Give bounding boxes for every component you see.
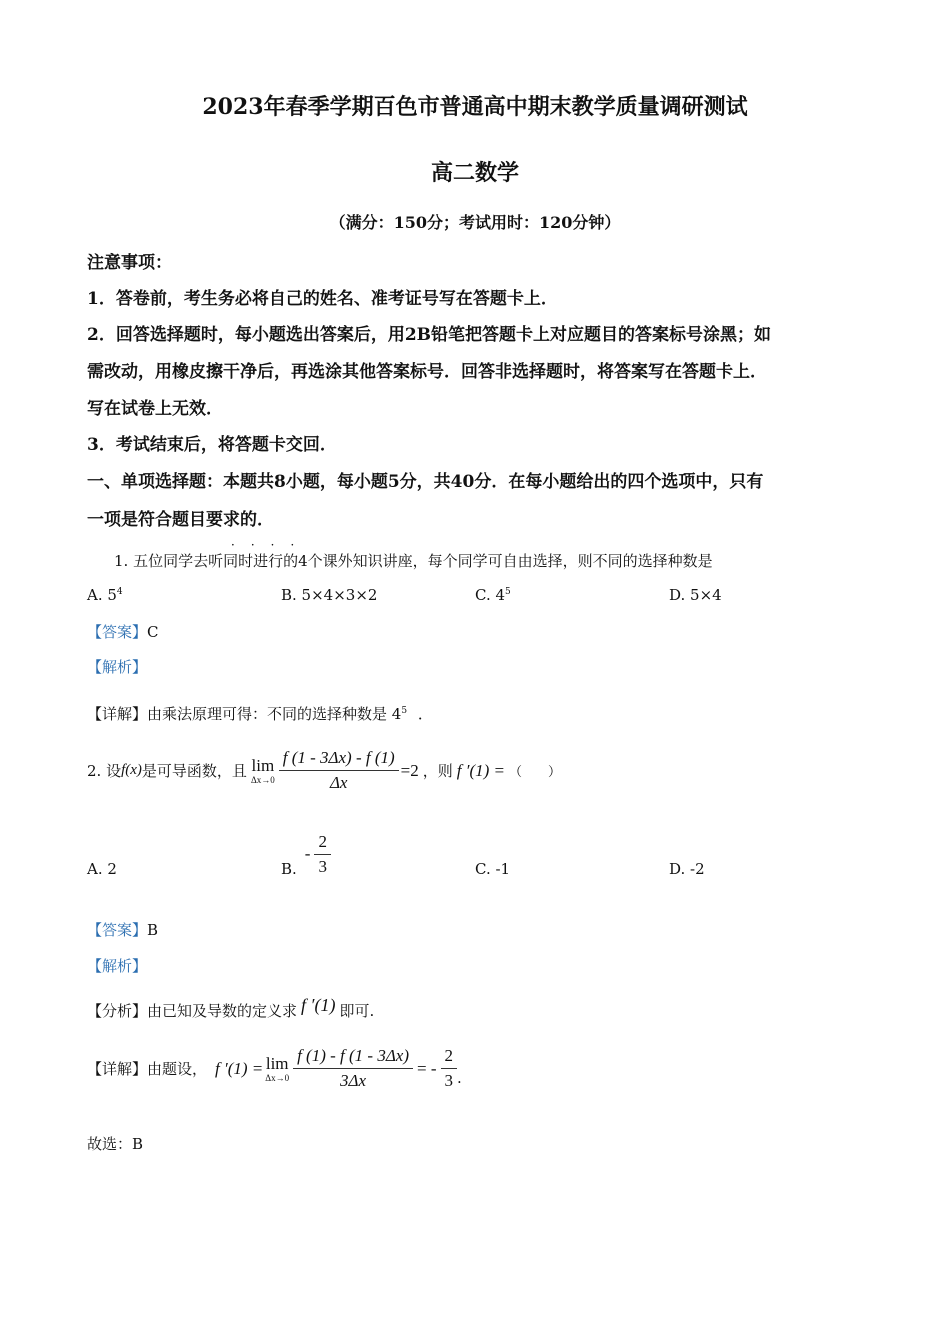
notes-heading: 注意事项： — [87, 253, 172, 273]
q2-stem-fx: f(x) — [121, 762, 142, 778]
detail-result-den: 3 — [444, 1071, 454, 1090]
detail-exp: 5 — [401, 706, 408, 716]
detail-text: 由题设， — [147, 1060, 208, 1078]
answer-tag: 【答案】 — [87, 921, 148, 939]
q2-option-c: C. -1 — [475, 860, 511, 878]
q2-limit — [251, 757, 275, 785]
q2-fraction — [279, 748, 399, 793]
q1-option-d: D. 5×4 — [669, 586, 722, 604]
q2-fprime: f ′(1) = — [456, 760, 506, 780]
q2-option-b-den: 3 — [318, 856, 327, 876]
fenxi-end: 即可. — [339, 1002, 375, 1020]
detail-end: ． — [417, 705, 433, 723]
exam-info: （满分：150分；考试用时：120分钟） — [329, 213, 621, 232]
note-item-3: 3．考试结束后，将答题卡交回． — [87, 435, 337, 455]
question-2-stem — [87, 748, 561, 793]
question-1-stem: 1. 五位同学去听同时进行的4个课外知识讲座，每个同学可自由选择，则不同的选择种数是 — [114, 552, 713, 570]
detail-limit — [265, 1055, 289, 1083]
note-item-1: 1．答卷前，考生务必将自己的姓名、准考证号写在答题卡上． — [87, 289, 558, 309]
q2-fenxi — [87, 990, 374, 1021]
answer-value: C — [147, 623, 159, 641]
detail-numerator: f (1) - f (1 - 3Δx) — [293, 1046, 413, 1069]
q2-answer — [87, 919, 158, 940]
q1-option-c — [475, 586, 511, 604]
section-heading-line-1: 一、单项选择题：本题共8小题，每小题5分，共40分．在每小题给出的四个选项中，只有 — [87, 472, 764, 492]
note-item-2-line-2: 需改动，用橡皮擦干净后，再选涂其他答案标号．回答非选择题时，将答案写在答题卡上． — [87, 362, 767, 382]
detail-lim-sub: Δx→0 — [265, 1072, 290, 1083]
fenxi-fprime: f ′(1) — [301, 995, 336, 1015]
answer-tag: 【答案】 — [87, 623, 148, 641]
detail-denominator: 3Δx — [340, 1071, 367, 1090]
detail-end: . — [457, 1068, 462, 1087]
note-item-2-line-3: 写在试卷上无效． — [87, 399, 223, 419]
q1-option-a — [87, 586, 123, 604]
note-item-2-line-1: 2．回答选择题时，每小题选出答案后，用2B铅笔把答题卡上对应题目的答案标号涂黑；如 — [87, 325, 772, 345]
detail-result-num: 2 — [441, 1046, 458, 1069]
q2-denominator: Δx — [329, 773, 348, 792]
q2-option-d: D. -2 — [669, 860, 705, 878]
detail-lim-label: lim — [265, 1053, 289, 1073]
subject-title: 高二数学 — [430, 160, 519, 186]
detail-text: 由乘法原理可得：不同的选择种数是 4 — [147, 705, 402, 723]
q2-detail — [87, 1046, 462, 1091]
q2-option-b — [281, 830, 331, 878]
answer-value: B — [147, 921, 159, 939]
q2-analysis-tag: 【解析】 — [87, 957, 148, 975]
q1-option-a-base: A. 5 — [87, 586, 117, 604]
q2-numerator: f (1 - 3Δx) - f (1) — [279, 748, 399, 771]
q2-conclusion: 故选：B — [87, 1135, 144, 1153]
q2-lim-sub: Δx→0 — [250, 774, 275, 785]
q2-option-b-label: B. — [281, 860, 297, 878]
emphasis-dots: ． ． ． ． — [231, 534, 305, 548]
section-heading-line-2: 一项是符合题目要求的． — [87, 510, 274, 530]
page-title: 2023年春季学期百色市普通高中期末教学质量调研测试 — [202, 94, 748, 120]
fenxi-tag: 【分析】 — [87, 1002, 148, 1020]
detail-result — [441, 1046, 458, 1091]
q2-lim-label: lim — [251, 755, 275, 775]
q2-stem-mid: 是可导函数，且 — [141, 762, 247, 780]
detail-fraction — [293, 1046, 413, 1091]
detail-tag: 【详解】 — [87, 1060, 148, 1078]
detail-lhs: f ′(1) = — [215, 1058, 264, 1078]
q2-stem-pre: 2. 设 — [87, 762, 122, 780]
q2-option-a: A. 2 — [87, 860, 117, 878]
q2-option-b-num: 2 — [314, 832, 331, 855]
detail-tag: 【详解】 — [87, 705, 148, 723]
detail-equals: = - — [417, 1058, 437, 1078]
q1-detail — [87, 703, 433, 724]
q1-option-b: B. 5×4×3×2 — [281, 586, 378, 604]
fenxi-text: 由已知及导数的定义求 — [147, 1002, 298, 1020]
q2-paren: （ ） — [509, 765, 562, 780]
q1-option-c-base: C. 4 — [475, 586, 506, 604]
q2-option-b-sign: - — [304, 844, 311, 863]
q1-answer — [87, 621, 159, 642]
q2-option-b-fraction — [314, 832, 331, 877]
q1-analysis-tag: 【解析】 — [87, 658, 148, 676]
q1-option-c-exp: 5 — [505, 587, 511, 597]
q1-option-a-exp: 4 — [116, 587, 123, 597]
q2-stem-post: ，则 — [422, 762, 453, 780]
q2-equals: =2 — [400, 760, 419, 780]
